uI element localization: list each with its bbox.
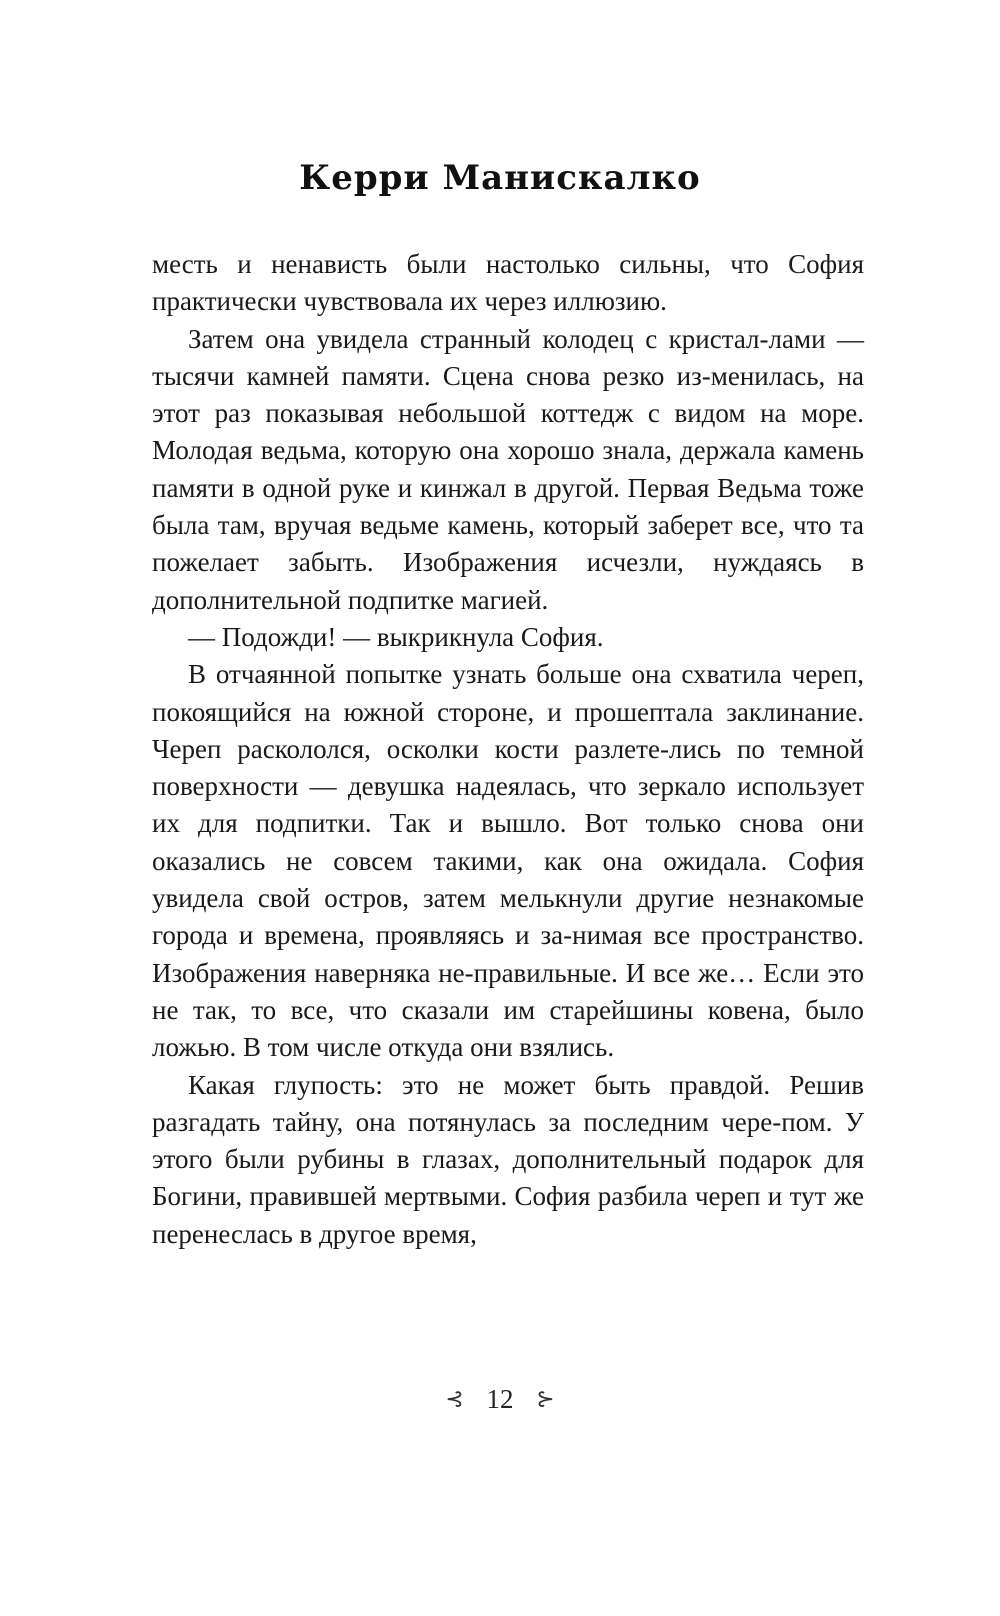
ornament-left-icon: ⊰ — [445, 1386, 464, 1411]
paragraph: — Подожди! — выкрикнула София. — [188, 621, 604, 652]
paragraph: Затем она увидела странный колодец с кристал-лами — тысячи камней памяти. Сцена снова резко из-менилась, на этот раз показывая небольшой коттедж с видом на море. Молодая ведьма, которую она хорошо знала, держала камень памяти в одной руке и кинжал в другой. Первая Ведьма тоже была там, вручая ведьме камень, который заберет все, что та пожелает забыть. Изображения исчезли, нуждаясь в дополнительной подпитке магией. — [152, 323, 864, 615]
page-number: 12 — [486, 1384, 514, 1414]
paragraph: месть и ненависть были настолько сильны, что София практически чувствовала их через иллюзию. — [152, 249, 864, 317]
ornament-right-icon: ⊱ — [536, 1386, 555, 1411]
page-footer — [0, 1384, 1000, 1415]
paragraph: В отчаянной попытке узнать больше она схватила череп, покоящийся на южной стороне, и прошептала заклинание. Череп раскололся, осколки кости разлете-лись по темной поверхности — девушка надеялась, что зеркало использует их для подпитки. Так и вышло. Вот только снова они оказались не совсем такими, как она ожидала. София увидела свой остров, затем мелькнули другие незнакомые города и времена, проявляясь и за-нимая все пространство. Изображения наверняка не-правильные. И все же… Если это не так, то все, что сказали им старейшины ковена, было ложью. В том числе откуда они взялись. — [152, 659, 864, 1063]
running-title: Керри Манискалко — [299, 158, 701, 198]
paragraph: Какая глупость: это не может быть правдой. Решив разгадать тайну, она потянулась за последним чере-пом. У этого были рубины в глазах, дополнительный подарок для Богини, правившей мертвыми. София разбила череп и тут же перенеслась в другое время, — [152, 1069, 864, 1249]
body-text — [152, 246, 864, 1253]
